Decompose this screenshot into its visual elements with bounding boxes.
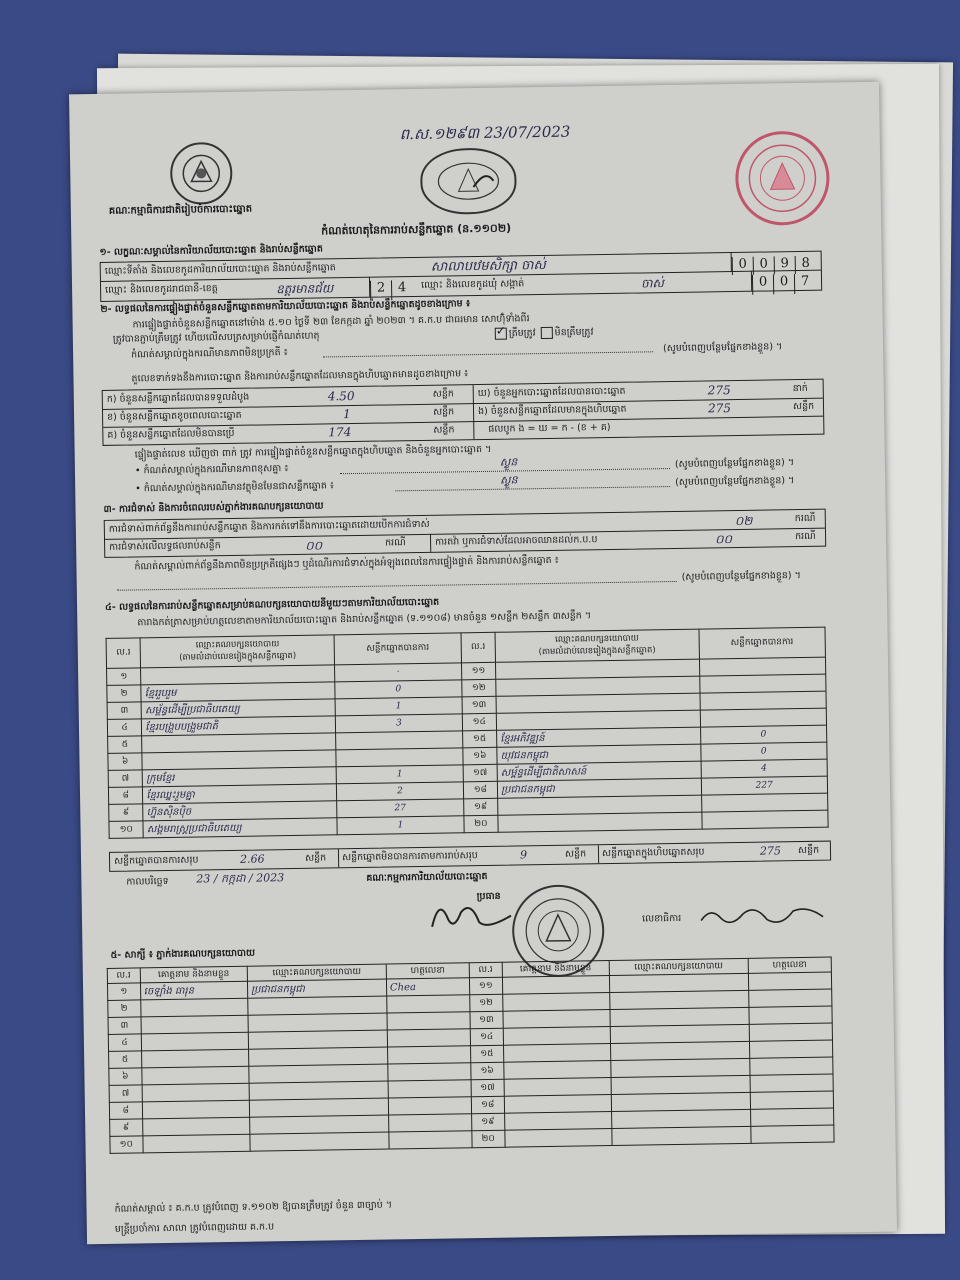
row-number: ១៧ (471, 1079, 504, 1097)
figure-a-label: ក) ចំនួនសន្លឹកឆ្នោតដែលបានទទួលដំបូង (106, 391, 250, 405)
section1-heading: ១- លក្ខណៈសម្គាល់នៃការិយាល័យបោះឆ្នោត និងរាប់សន្លឹកឆ្នោត (99, 243, 323, 258)
witness-party (250, 1115, 389, 1134)
row-number: ១ (107, 668, 142, 686)
col-header-sign: ហត្ថលេខា (386, 963, 469, 979)
note-hint: (សូមបំពេញបន្ថែមផ្នែកខាងខ្លួន) ។ (674, 457, 795, 470)
unit-sheet: សន្លឹក (797, 844, 820, 857)
secretary-signature (697, 901, 827, 935)
witness-party (611, 1058, 750, 1077)
row-number: ១៨ (471, 1096, 504, 1114)
witness-signature (748, 989, 831, 1007)
witness-signature (750, 1108, 833, 1126)
witness-party (248, 1030, 387, 1049)
witness-party (610, 1007, 749, 1026)
unit-sheet: សន្លឹក (432, 388, 454, 400)
note-line (395, 486, 670, 491)
commune-code-digits (751, 270, 815, 291)
commission-emblem (170, 142, 233, 205)
witness-table (107, 957, 835, 1154)
row-number: ១៥ (470, 1045, 503, 1063)
valid-votes: 4 (701, 759, 828, 778)
valid-votes: 0 (700, 725, 827, 744)
party-name: សម្ព័ន្ធដើម្បីប្រជាធិបតេយ្យ (141, 699, 335, 719)
col-header-valid: សន្លឹកឆ្នោតបានការ (699, 627, 826, 659)
row-number: ១៣ (470, 1011, 503, 1029)
witness-signature (750, 1091, 833, 1109)
party-name: ខ្មែរឈ្នះរួមគ្នា (143, 784, 337, 804)
province-label: ឈ្មោះ និងលេខកូដរាជធានី-ខេត្ត (105, 283, 218, 296)
note-hint: (សូមបំពេញបន្ថែមផ្នែកខាងខ្លួន) ។ (675, 475, 795, 488)
row-number: ១៩ (472, 1113, 505, 1131)
witness-party (248, 996, 387, 1015)
witness-party (611, 1075, 750, 1094)
witness-party (610, 990, 749, 1009)
valid-votes: 227 (701, 776, 828, 795)
witness-signature (388, 1097, 471, 1115)
valid-votes: · (335, 663, 462, 682)
witness-party (248, 1047, 387, 1066)
witness-name (502, 976, 610, 995)
party-name: ខ្មែរអភិវឌ្ឍន៍ (497, 727, 701, 747)
incorrect-checkbox[interactable] (541, 327, 553, 339)
footer-note: កំណត់សម្គាល់ ៖ គ.ក.ប ត្រូវបំពេញ ទ.១១០២ ឱ្យបានត្រឹមត្រូវ ចំនួន ៣ច្បាប់ ។ (114, 1199, 393, 1215)
unit-sheet: សន្លឹក (433, 424, 455, 436)
col-party-title: ឈ្មោះគណបក្សនយោបាយ (195, 638, 280, 651)
total-invalid-value: 9 (519, 848, 528, 862)
witness-party (610, 1024, 749, 1043)
row-number: ១៧ (463, 764, 498, 782)
row-number: ៣ (108, 1017, 141, 1035)
code-digit: 4 (391, 280, 412, 300)
difference-note-label: • កំណត់សម្គាល់ក្នុងករណីមានភាពខុសគ្នា ៖ (134, 463, 289, 477)
witness-party (249, 1098, 388, 1117)
party-name: ខ្មែរបង្រួបបង្រួមជាតិ (142, 716, 336, 736)
witness-signature (749, 1040, 832, 1058)
row-number: ២ (107, 685, 142, 703)
col-header-no: ល.រ (461, 632, 496, 663)
section2-paragraph-1: ការផ្ទៀងផ្ទាត់ចំនួនសន្លឹកឆ្នោតនៅម៉ោង ៥.១០ ថ្ងៃទី ២៣ ខែកក្កដា ឆ្នាំ ២០២៣ ។ គ.ក.ប ជាធរមាន សោហ៊ុំទាំងពីរ (132, 313, 530, 331)
valid-votes (700, 691, 827, 710)
witness-name (503, 1061, 611, 1080)
row-number: ១២ (461, 679, 496, 697)
witness-party (250, 1132, 389, 1151)
code-digit: 0 (752, 274, 773, 294)
objection-count-value: ០២ (734, 513, 753, 529)
row-number: ២ (108, 1000, 141, 1018)
totals-row (109, 841, 831, 872)
foreign-object-note-initials: ស្ងួន (500, 473, 518, 487)
row-number: ១៥ (462, 730, 497, 748)
section2-paragraph-2: ត្រូវបានភ្ជាប់ត្រឹមត្រូវ ហើយលើសបត្រសម្រាប់ផ្ញើកំណត់ហេតុ (112, 330, 320, 345)
row-number: ៩ (109, 804, 144, 822)
objections-box (104, 509, 827, 558)
witness-name (504, 1112, 612, 1131)
col-header-party: ឈ្មោះគណបក្សនយោបាយ (247, 964, 386, 981)
valid-votes: 2 (337, 782, 464, 801)
witness-party (611, 1109, 750, 1128)
date-value: 23 / កក្កដា / 2023 (196, 871, 285, 886)
figure-b-value: 1 (342, 407, 351, 422)
witness-party (611, 1092, 750, 1111)
valid-votes (699, 657, 826, 676)
row-number: ៨ (109, 1102, 142, 1120)
witness-name (504, 1129, 612, 1148)
col-header-no: ល.រ (107, 968, 140, 984)
row-number: ១២ (470, 994, 503, 1012)
witness-party (612, 1126, 751, 1145)
unit-sheet: សន្លឹក (432, 406, 455, 418)
total-valid-value: 2.66 (239, 852, 265, 866)
unit-sheet: សន្លឹក (564, 848, 587, 860)
row-number: ១៦ (471, 1062, 504, 1080)
witness-signature (388, 1063, 471, 1081)
valid-votes: 1 (337, 816, 464, 835)
witness-signature (749, 1006, 832, 1024)
row-number: ១៩ (463, 798, 498, 816)
seal-check-group (493, 326, 594, 340)
row-number: ២០ (472, 1130, 505, 1148)
commission-sign-label: គណៈកម្មការការិយាល័យបោះឆ្នោត (366, 870, 488, 884)
incorrect-label: មិនត្រឹមត្រូវ (554, 326, 594, 339)
witness-name (142, 1134, 250, 1153)
witness-signature (750, 1074, 833, 1092)
figures-box (102, 379, 825, 446)
row-number: ៩ (110, 1119, 143, 1137)
total-valid-label: សន្លឹកឆ្នោតបានការសរុប (113, 854, 199, 867)
witness-name: ចេឡាំង ធារុន (140, 981, 248, 1000)
province-value: ឧត្តរមានជ័យ (275, 281, 334, 297)
witness-signature (388, 1114, 471, 1132)
party-name (498, 812, 702, 832)
code-digit: 0 (753, 256, 774, 274)
location-label: ឈ្មោះទីតាំង និងលេខកូដការិយាល័យបោះឆ្នោត និងរាប់សន្លឹកឆ្នោត (104, 262, 336, 277)
witness-signature (389, 1131, 472, 1149)
witness-name (502, 993, 610, 1012)
witness-name (504, 1095, 612, 1114)
row-number: ១០ (109, 821, 144, 839)
party-name: យុវជនកម្ពុជា (497, 744, 701, 764)
code-digit: 7 (794, 274, 815, 294)
col-header-sign: ហត្ថលេខា (748, 957, 831, 973)
col-header-party (140, 635, 334, 668)
witness-name (503, 1010, 611, 1029)
row-number: ៧ (109, 1085, 142, 1103)
witness-party (249, 1081, 388, 1100)
code-digit: 2 (370, 280, 391, 300)
commission-name: គណៈកម្មាធិការជាតិរៀបចំការបោះឆ្នោត (108, 203, 253, 217)
note-hint: (សូមបំពេញបន្ថែមផ្នែកខាងខ្លួន) ។ (681, 569, 801, 583)
witness-signature (749, 1023, 832, 1041)
row-number: ៥ (108, 736, 143, 754)
valid-votes (700, 708, 827, 727)
figure-b-label: ខ) ចំនួនសន្លឹកឆ្នោតខូចពេលបោះឆ្នោត (107, 409, 242, 423)
unit-case: ករណី (385, 537, 406, 549)
valid-votes: 0 (700, 742, 827, 761)
witness-signature (751, 1125, 834, 1143)
chairman-label: ប្រធាន (476, 890, 501, 903)
col-header-name: គោត្តនាម និងនាមខ្លួន (502, 961, 610, 978)
location-value: សាលាបឋមសិក្សា ចាស់ (430, 257, 546, 275)
witness-party (248, 1013, 387, 1032)
witness-party: ប្រជាជនកម្ពុជា (247, 979, 386, 998)
figure-c-label: គ) ចំនួនសន្លឹកឆ្នោតដែលមិនបានប្រើ (107, 427, 235, 441)
figure-d-value: 275 (707, 383, 731, 398)
commune-value: ចាស់ (640, 276, 665, 291)
figures-intro: តួលេខទាក់ទងនឹងការបោះឆ្នោត និងការរាប់សន្លឹកឆ្នោតដែលមានក្នុងហិបឆ្នោតមានដូចខាងក្រោម ៖ (131, 368, 469, 385)
witness-signature (387, 1046, 470, 1064)
footer-note-2: មន្ត្រីប្រចាំការ សាលា ត្រូវបំពេញដោយ គ.ក.ប (114, 1221, 275, 1235)
witness-name (142, 1100, 250, 1119)
row-number: ៥ (109, 1051, 142, 1069)
irregularity-note: កំណត់សម្គាល់ពាក់ព័ន្ធនឹងភាពមិនប្រក្រតីផ្សេងៗ ឬដំណើរការជំទាស់ក្នុងអំឡុងពេលនៃការផ្ទៀងផ្ទាត់ និងការរាប់សន្លឹកឆ្នោត ៖ (134, 554, 559, 573)
witness-party (610, 1041, 749, 1060)
total-invalid-label: សន្លឹកឆ្នោតមិនបានការតាមការរាប់សរុប (341, 850, 478, 864)
row-number: ៤ (107, 719, 142, 737)
witness-signature (750, 1057, 833, 1075)
code-digit: 0 (732, 257, 753, 275)
row-number: ៦ (108, 753, 143, 771)
row-number: ៣ (107, 702, 142, 720)
row-number: ៦ (109, 1068, 142, 1086)
party-name: សង្គមរាស្រ្តប្រជាធិបតេយ្យ (143, 818, 337, 838)
row-number: ១៦ (463, 747, 498, 765)
correct-checkbox[interactable] (495, 328, 507, 340)
row-number: ១៣ (462, 696, 497, 714)
witness-signature (387, 1012, 470, 1030)
unit-sheet: សន្លឹក (304, 852, 327, 864)
valid-votes (701, 793, 828, 812)
irregularity-note-label: កំណត់សម្គាល់ក្នុងករណីមានភាពមិនប្រក្រតី ៖ (131, 347, 288, 361)
valid-votes (701, 810, 828, 829)
valid-votes: 3 (336, 714, 463, 733)
witness-signature (387, 995, 470, 1013)
row-number: ១១ (461, 662, 496, 680)
difference-note-initials: ស្ងួន (499, 455, 518, 469)
row-number: ៧ (108, 770, 143, 788)
compare-line: ផ្ទៀងផ្ទាត់លេខ ឃើញថា ពាក់ ត្រូវ ការផ្ទៀងផ្ទាត់ចំនួនសន្លឹកឆ្នោតក្នុងហិបឆ្នោត និងចំនួនអ្នកបោះឆ្នោត ។ (134, 443, 492, 461)
figure-e-value: 275 (707, 401, 732, 416)
secretary-label: លេខាធិការ (641, 912, 682, 925)
result-objection-label: ការជំទាស់លើលទ្ធផលរាប់សន្លឹក (109, 540, 221, 553)
objection-count-label: ការជំទាស់ពាក់ព័ន្ធនឹងការរាប់សន្លឹកឆ្នោត និងការកត់ទៅនឹងការបោះឆ្នោតដោយបើកការជំទាស់ (108, 518, 430, 535)
witness-signature (748, 972, 831, 990)
code-digit: 9 (774, 256, 795, 274)
witness-name (140, 998, 248, 1017)
note-hint: (សូមបំពេញបន្ថែមផ្នែកខាងខ្លួន) ។ (662, 341, 783, 355)
col-header-valid: សន្លឹកឆ្នោតបានការ (334, 633, 461, 665)
unit-case: ករណី (794, 530, 816, 543)
party-name: ខ្មែររួបរួម (141, 682, 335, 702)
handwritten-date: ព.ស.១២៩៣ 23/07/2023 (399, 122, 571, 144)
witness-name (141, 1015, 249, 1034)
unit-sheet: សន្លឹក (792, 400, 815, 413)
col-party-title: ឈ្មោះគណបក្សនយោបាយ (555, 633, 639, 645)
col-party-subtitle: (តាមលំដាប់លេខរៀងក្នុងសន្លឹកឆ្នោត) (538, 644, 656, 657)
formula: ផលបូក ង = ឃ = ក - (ខ + គ) (488, 421, 611, 435)
valid-votes (699, 674, 826, 693)
witness-name (142, 1117, 250, 1136)
valid-votes: 0 (335, 680, 462, 699)
figure-c-value: 174 (328, 425, 352, 440)
valid-votes (336, 748, 463, 767)
witness-signature (387, 1029, 470, 1047)
section1-box (100, 251, 823, 302)
party-name: សម្ព័ន្ធដើម្បីជាតិសាសន៍ (497, 761, 701, 781)
party-name: ក្រុមខ្មែរ (143, 767, 337, 787)
results-table (106, 627, 829, 839)
witness-name (503, 1044, 611, 1063)
row-number: ២០ (464, 815, 499, 833)
row-number: ១១ (469, 977, 502, 995)
code-digit: 0 (773, 274, 794, 294)
row-number: ១៤ (462, 713, 497, 731)
valid-votes: 1 (335, 697, 462, 716)
code-digit: 8 (795, 256, 816, 274)
form-document (69, 82, 897, 1245)
row-number: ១៨ (463, 781, 498, 799)
total-box-label: សន្លឹកឆ្នោតក្នុងហិបឆ្នោតសរុប (601, 846, 705, 860)
date-label: កាលបរិច្ឆេទ (126, 875, 169, 888)
witness-name (503, 1027, 611, 1046)
col-header-party: ឈ្មោះគណបក្សនយោបាយ (609, 958, 748, 975)
witness-name (142, 1083, 250, 1102)
col-header-party (495, 629, 699, 662)
official-seal-stamp (420, 147, 517, 214)
witness-party (609, 973, 748, 992)
section4-heading: ៤- លទ្ធផលនៃការរាប់សន្លឹកឆ្នោតសម្រាប់គណបក្សនយោបាយនីមួយៗតាមការិយាល័យបោះឆ្នោត (104, 596, 440, 613)
col-header-name: គោត្តនាម និងនាមខ្លួន (140, 966, 248, 983)
result-objection-value: ០០ (305, 538, 323, 553)
row-number: ៤ (108, 1034, 141, 1052)
party-name: ហ្វ៊ុនស៊ិនប៉ិច (143, 801, 337, 821)
total-box-value: 275 (759, 844, 782, 858)
valid-votes (336, 731, 463, 750)
witness-name (141, 1066, 249, 1085)
witness-party (249, 1064, 388, 1083)
location-code-digits (731, 252, 816, 271)
figure-a-value: 4.50 (327, 388, 355, 404)
correct-label: ត្រឹមត្រូវ (508, 327, 536, 340)
col-header-no: ល.រ (106, 638, 141, 669)
unit-person: នាក់ (792, 382, 808, 395)
witness-name (504, 1078, 612, 1097)
row-number: ១៤ (470, 1028, 503, 1046)
party-name: ប្រជាជនកម្ពុជា (497, 778, 701, 798)
valid-votes: 1 (336, 765, 463, 784)
red-official-seal (735, 131, 830, 226)
form-title: កំណត់ហេតុនៃការរាប់សន្លឹកឆ្នោត (ន.១១០២) (321, 221, 512, 238)
section3-heading: ៣- ការជំទាស់ និងការចំពេលរបស់ភ្នាក់ងារគណបក្សនយោបាយ (103, 500, 324, 515)
row-number: ១ (107, 983, 140, 1001)
figure-d-label: ឃ) ចំនួនអ្នកបោះឆ្នោតដែលបានបោះឆ្នោត (477, 385, 626, 400)
province-code-digits (369, 276, 412, 297)
witness-signature: Chea (386, 978, 469, 996)
chairman-signature (427, 896, 518, 941)
witness-signature (388, 1080, 471, 1098)
unit-case: ករណី (794, 512, 816, 525)
col-header-no: ល.រ (469, 962, 502, 978)
appeal-label: ការតវ៉ា ឬការជំទាស់ដែលអាចឈានដល់ក.ប.ប (435, 534, 598, 548)
foreign-object-note-label: • កំណត់សម្គាល់ក្នុងករណីមានវត្ថុមិនមែនជាសន្លឹកឆ្នោត ៖ (135, 480, 335, 495)
appeal-value: ០០ (714, 532, 733, 547)
col-party-subtitle: (តាមលំដាប់លេខរៀងក្នុងសន្លឹកឆ្នោត) (179, 650, 297, 663)
section2-heading: ២- លទ្ធផលនៃការផ្ទៀងផ្ទាត់ចំនួនសន្លឹកឆ្នោតតាមការិយាល័យបោះឆ្នោត និងរាប់សន្លឹកឆ្នោតដូចខាងក្រោម ៖ (100, 298, 471, 315)
row-number: ៨ (108, 787, 143, 805)
note-line (323, 351, 653, 357)
witness-name (141, 1032, 249, 1051)
valid-votes: 27 (337, 799, 464, 818)
figure-e-label: ង) ចំនួនសន្លឹកឆ្នោតដែលមានក្នុងហិបឆ្នោត (477, 403, 627, 418)
note-line (117, 581, 677, 591)
row-number: ១០ (110, 1136, 143, 1154)
section4-intro: តារាងកត់ត្រាសម្រាប់ហត្ថលេខាតាមការិយាល័យបោះឆ្នោត និងរាប់សន្លឹកឆ្នោត (ទ.១១០៨) មានចំនួន ១សន្លឹក ២សន្លឹក ៣សន្លឹក ។ (137, 610, 592, 629)
section5-heading: ៥- សាក្សី ៖ ភ្នាក់ងារគណបក្សនយោបាយ (110, 947, 256, 961)
commune-label: ឈ្មោះ និងលេខកូដឃុំ សង្កាត់ (420, 278, 525, 291)
witness-name (141, 1049, 249, 1068)
